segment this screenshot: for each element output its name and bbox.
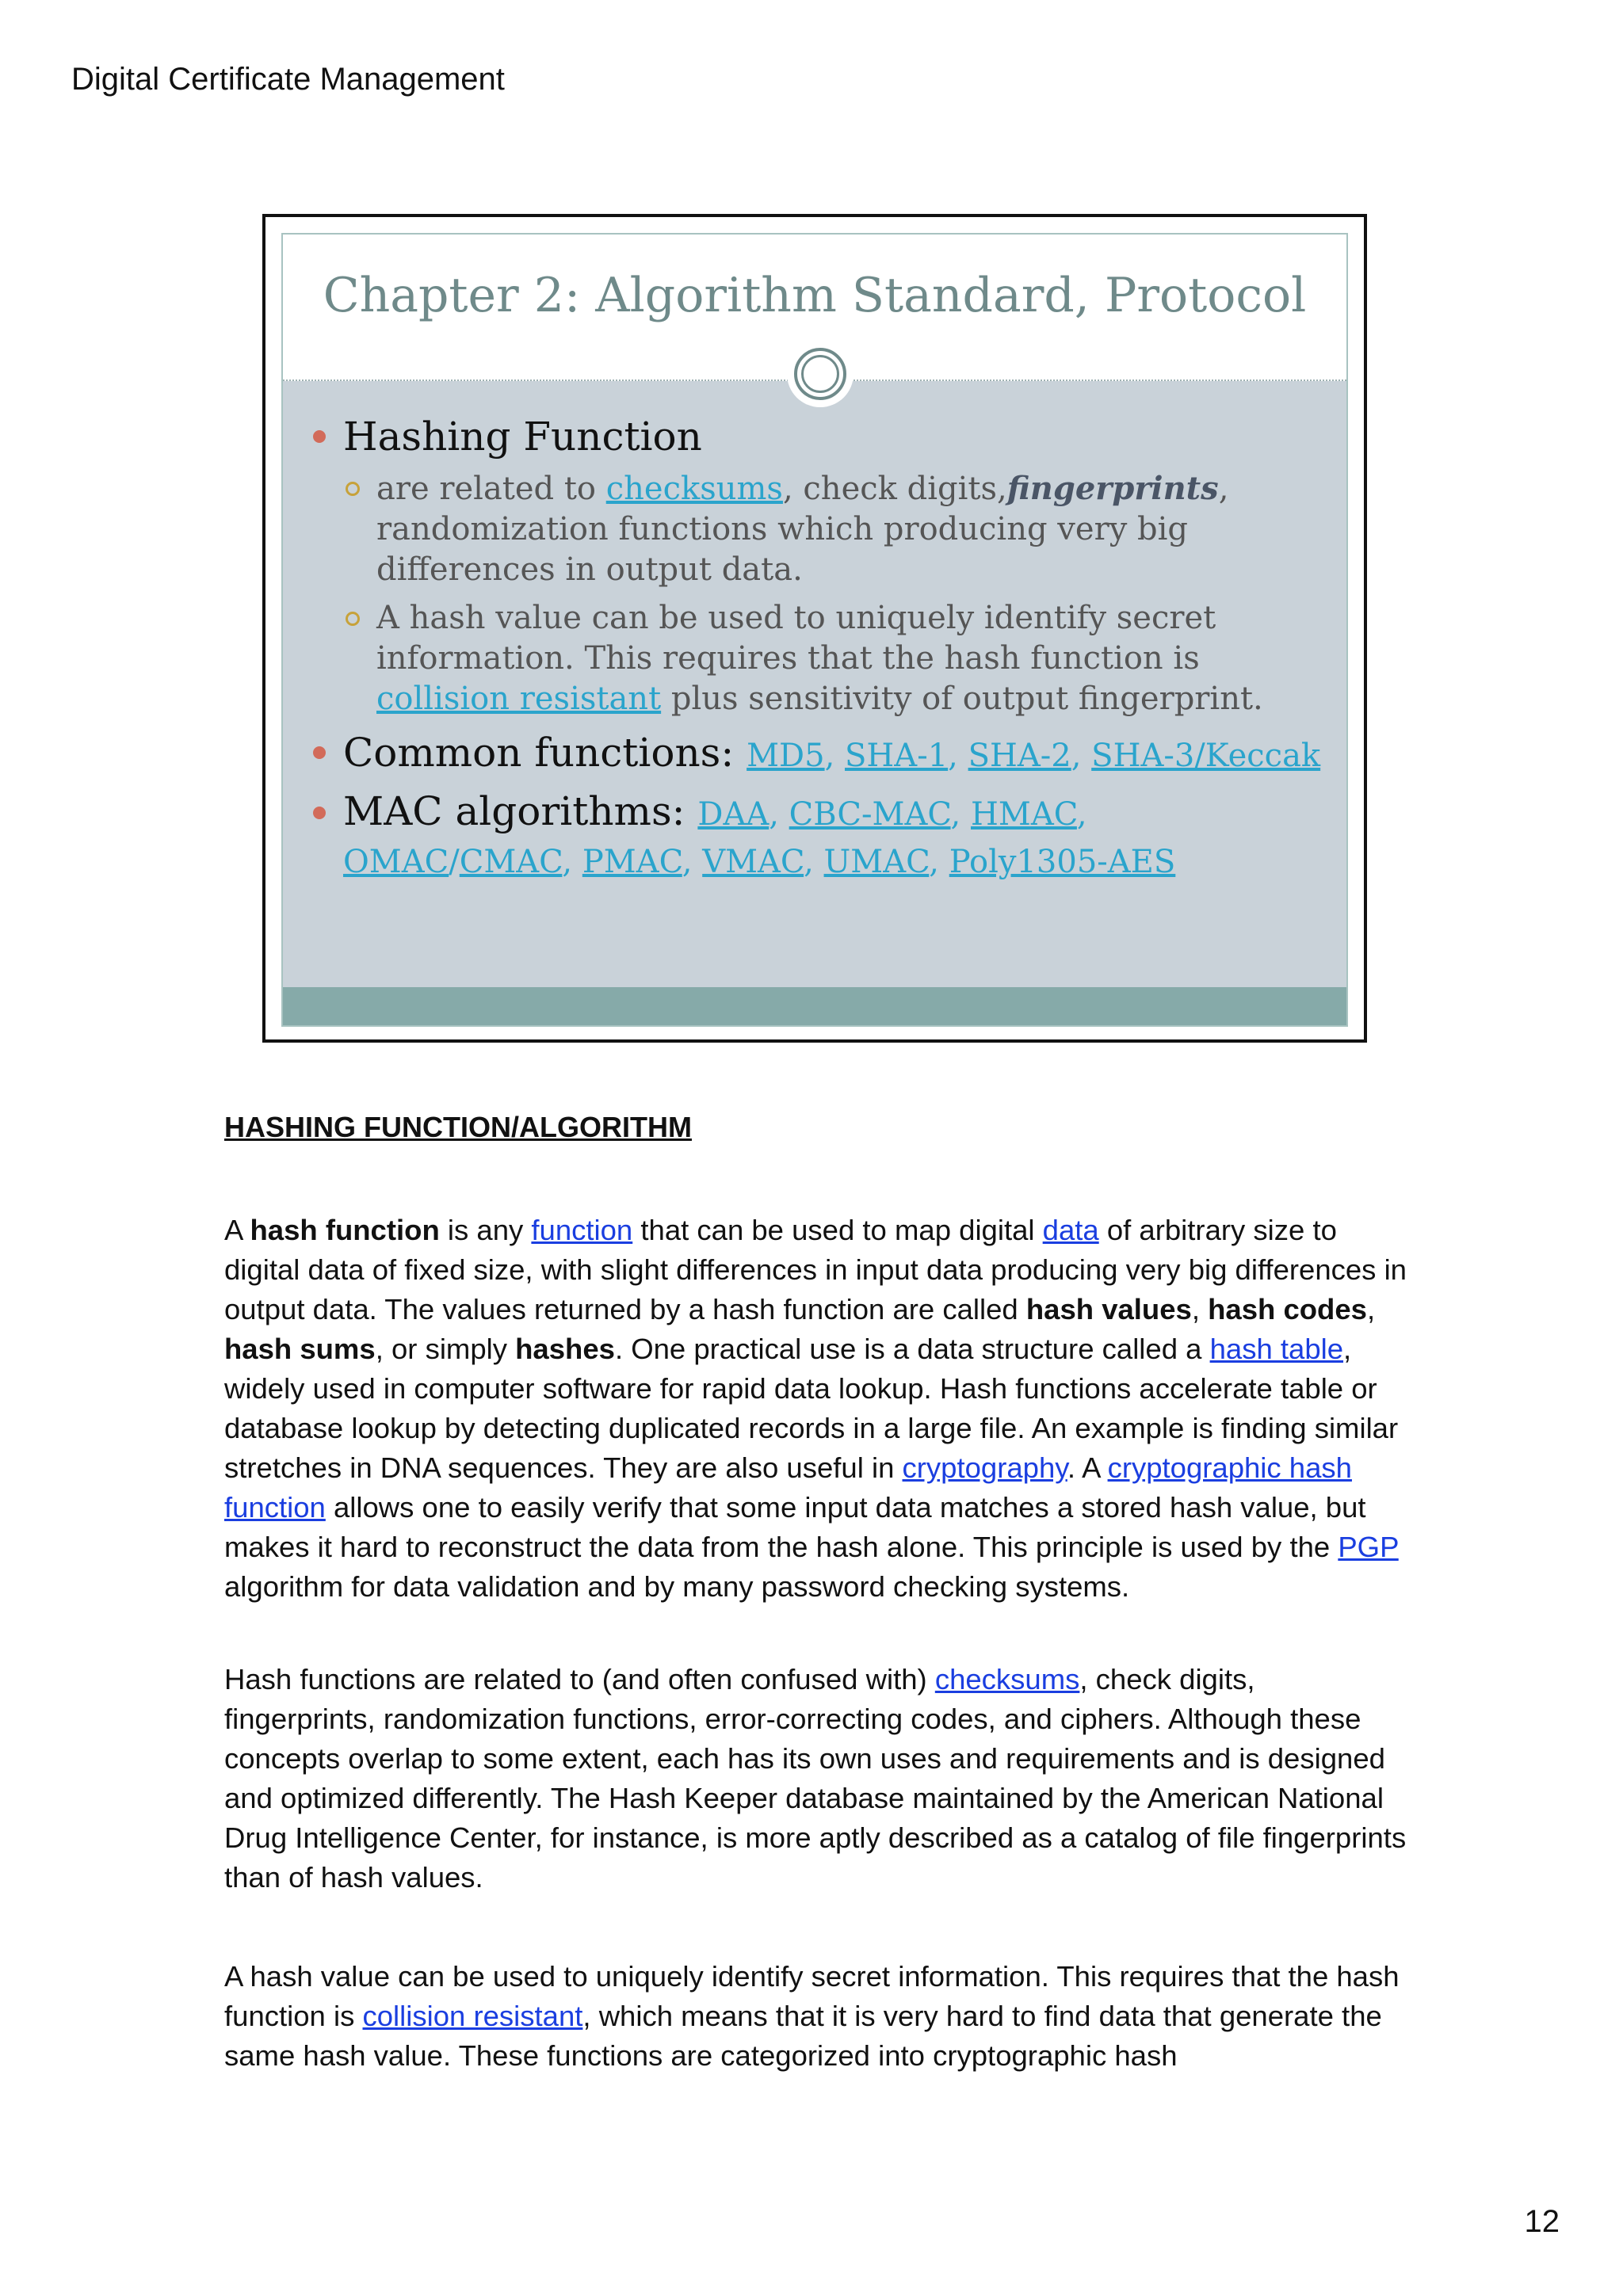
- sub-bullet-hash-value: A hash value can be used to uniquely identify secret information. This requires that the hash function is collision resistant plus sensitivity of output fingerprint.: [343, 598, 1324, 719]
- slide-link-md5[interactable]: MD5: [747, 738, 825, 774]
- page-number: 12: [1524, 2204, 1560, 2239]
- slide-footer-bar: [283, 987, 1346, 1025]
- slide-link-umac[interactable]: UMAC: [823, 844, 930, 880]
- slide-link-cmac[interactable]: CMAC: [459, 844, 563, 880]
- slide-link-daa[interactable]: DAA: [697, 796, 769, 833]
- slide-link-sha2[interactable]: SHA-2: [968, 738, 1071, 774]
- slide: [281, 233, 1348, 1027]
- link-hash-table[interactable]: hash table: [1209, 1333, 1344, 1365]
- link-collision-resistant[interactable]: collision resistant: [362, 2000, 583, 2032]
- sub-bullet-ring-icon: [346, 482, 360, 496]
- bullet-common-functions: Common functions: MD5, SHA-1, SHA-2, SHA-3/Keccak: [310, 729, 1324, 780]
- slide-circle-ornament-icon: [787, 341, 854, 407]
- link-cryptographic-hash-function[interactable]: cryptographic hash function: [224, 1451, 1352, 1524]
- bullet-dot-icon: [313, 430, 326, 443]
- paragraph-hash-value-identification: A hash value can be used to uniquely identify secret information. This requires that the hash function is collision resistant, which means that it is very hard to find data that generate the same hash value. These functions are categorized into cryptographic hash: [224, 1960, 1400, 2072]
- bullet-mac-algorithms: MAC algorithms: DAA, CBC-MAC, HMAC, OMAC/CMAC, PMAC, VMAC, UMAC, Poly1305-AES: [310, 789, 1324, 884]
- link-data[interactable]: data: [1042, 1214, 1099, 1246]
- slide-link-checksums[interactable]: checksums: [605, 471, 783, 507]
- slide-link-poly1305-aes[interactable]: Poly1305-AES: [949, 844, 1176, 880]
- paragraph-hash-function-definition: A hash function is any function that can be used to map digital data of arbitrary size to digital data of fixed size, with slight differences in input data producing very big differences in output data. The values returned by a hash function are called hash values, hash codes, hash sums, or simply hashes. One practical use is a data structure called a hash table, widely used in computer software for rapid data lookup. Hash functions accelerate table or database lookup by detecting duplicated records in a large file. An example is finding similar stretches in DNA sequences. They are also useful in cryptography. A cryptographic hash function allows one to easily verify that some input data matches a stored hash value, but makes it hard to reconstruct the data from the hash alone. This principle is used by the PGP algorithm for data validation and by many password checking systems.: [224, 1214, 1407, 1603]
- fingerprints-emphasis: fingerprints: [1006, 470, 1219, 507]
- bullet-hashing-function: Hashing Function: [310, 413, 1324, 460]
- slide-link-cbc-mac[interactable]: CBC-MAC: [789, 796, 951, 833]
- link-cryptography[interactable]: cryptography: [902, 1451, 1067, 1484]
- slide-link-omac[interactable]: OMAC: [343, 844, 449, 880]
- slide-figure: [262, 214, 1367, 1043]
- link-pgp[interactable]: PGP: [1338, 1531, 1399, 1563]
- bullet-dot-icon: [313, 746, 326, 759]
- paragraph-related-concepts: Hash functions are related to (and often confused with) checksums, check digits, fingerprints, randomization functions, error-correcting codes, and ciphers. Although these concepts overlap to some extent, each has its own uses and requirements and is designed and optimized differently. The Hash Keeper database maintained by the American National Drug Intelligence Center, for instance, is more aptly described as a catalog of file fingerprints than of hash values.: [224, 1663, 1407, 1894]
- slide-link-sha3-keccak[interactable]: SHA-3/Keccak: [1091, 738, 1321, 774]
- bullet-dot-icon: [313, 807, 326, 819]
- slide-title: Chapter 2: Algorithm Standard, Protocol: [323, 268, 1307, 323]
- sub-bullet-ring-icon: [346, 612, 360, 626]
- slide-link-vmac[interactable]: VMAC: [702, 844, 804, 880]
- section-heading: HASHING FUNCTION/ALGORITHM: [224, 1111, 692, 1143]
- running-header: Digital Certificate Management: [71, 62, 505, 97]
- slide-link-sha1[interactable]: SHA-1: [845, 738, 949, 774]
- link-function[interactable]: function: [531, 1214, 633, 1246]
- link-checksums[interactable]: checksums: [934, 1663, 1080, 1695]
- slide-link-pmac[interactable]: PMAC: [582, 844, 682, 880]
- slide-body: [310, 413, 1324, 884]
- slide-link-collision-resistant[interactable]: collision resistant: [376, 681, 662, 717]
- sub-bullet-related: are related to checksums, check digits,fingerprints, randomization functions which producing very big differences in output data.: [343, 468, 1324, 590]
- slide-link-hmac[interactable]: HMAC: [970, 796, 1077, 833]
